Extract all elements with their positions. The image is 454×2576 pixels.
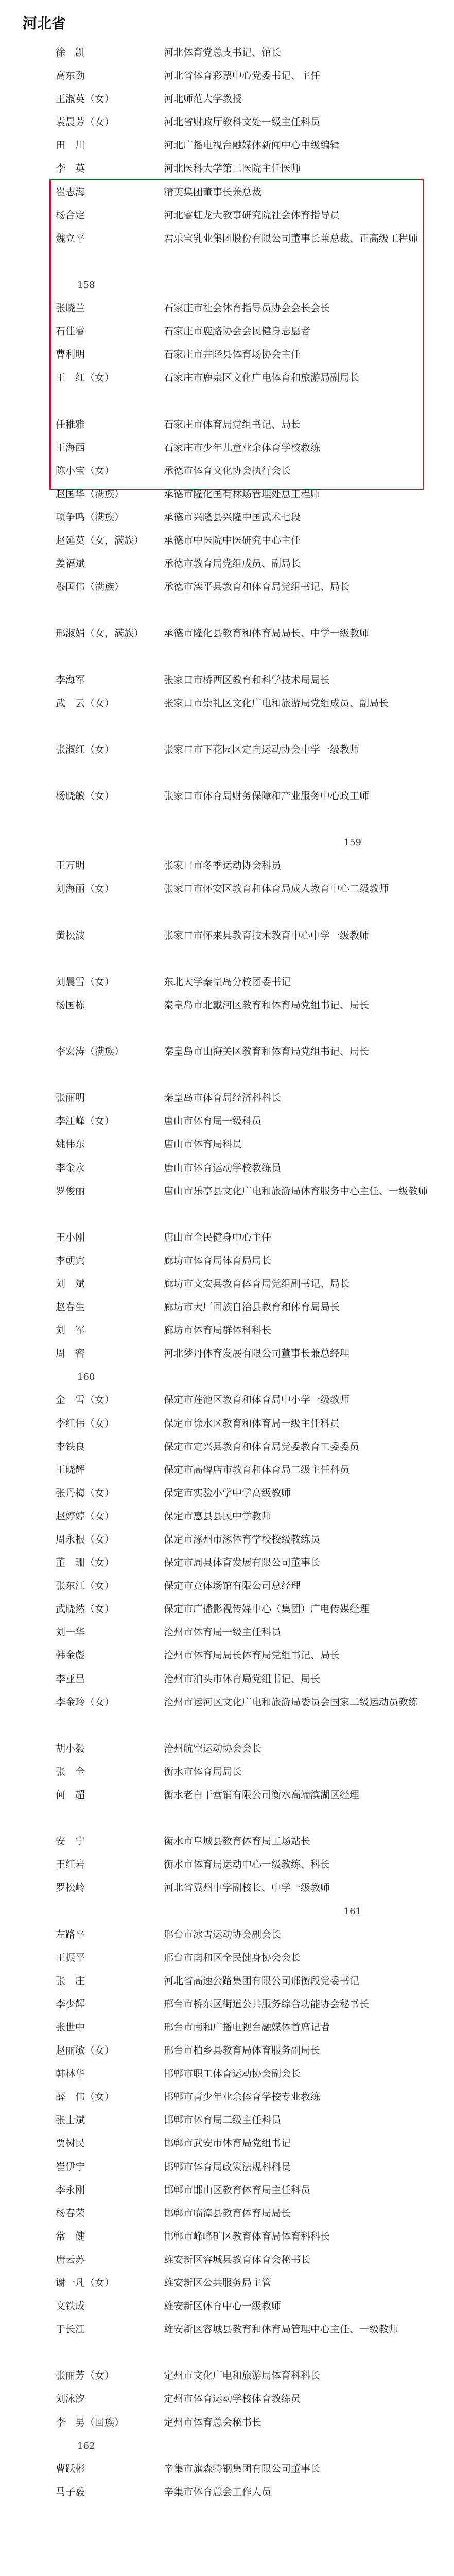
list-item — [0, 2156, 454, 2179]
honoree-name: 赵延英（女，满族） — [56, 534, 144, 546]
list-item — [0, 1644, 454, 1667]
honoree-title: 河北省体育彩票中心党委书记、主任 — [164, 70, 321, 82]
honoree-title: 邯郸市峰峰矿区教育体育局体育科科长 — [164, 2230, 330, 2242]
honoree-name: 刘海丽（女） — [56, 883, 115, 895]
list-item — [0, 1760, 454, 1784]
honoree-title: 张家口市怀来县教育技术教育中心中学一级教师 — [164, 929, 370, 941]
honoree-title: 廊坊市大厂回族自治县教育和体育局局长 — [164, 1301, 340, 1313]
list-item — [0, 877, 454, 924]
list-item — [0, 669, 454, 692]
honoree-title: 承德市滦平县教育和体育局党组书记、局长 — [164, 581, 350, 593]
list-item — [0, 1435, 454, 1459]
honoree-name: 赵丽敏（女） — [56, 2045, 115, 2057]
honoree-name: 金 雪（女） — [56, 1394, 115, 1406]
honoree-title: 雄安新区体育中心一级教师 — [164, 2300, 282, 2312]
honoree-name: 张晓兰 — [56, 302, 85, 314]
list-item — [0, 436, 454, 460]
honoree-title: 邯郸市邯山区教育体育局主任科员 — [164, 2184, 311, 2196]
list-item — [0, 2202, 454, 2225]
honoree-title: 石家庄市鹿泉区文化广电体育和旅游局副局长 — [164, 372, 360, 384]
honoree-title: 河北师范大学教授 — [164, 93, 242, 105]
list-item — [0, 64, 454, 88]
honoree-title: 石家庄市少年儿童业余体育学校教练 — [164, 442, 321, 453]
honoree-title: 秦皇岛市北戴河区教育和体育局党组书记、局长 — [164, 999, 370, 1011]
honoree-title: 唐山市全民健身中心主任 — [164, 1231, 272, 1243]
list-item — [0, 2225, 454, 2248]
list-item — [0, 2179, 454, 2202]
honoree-title: 保定市定兴县教育和体育局党委教育工委委员 — [164, 1440, 360, 1452]
honoree-name: 武 云（女） — [56, 697, 115, 709]
list-item — [0, 2387, 454, 2411]
list-item — [0, 552, 454, 575]
honoree-title: 石家庄市鹿路协会会民健身志愿者 — [164, 326, 311, 337]
honoree-title: 保定市竞体场馆有限公司总经理 — [164, 1580, 301, 1592]
honoree-name: 李金玲（女） — [56, 1696, 115, 1708]
honoree-title: 唐山市体育局科员 — [164, 1139, 242, 1150]
honoree-name: 王红岩 — [56, 1859, 85, 1871]
list-item — [0, 413, 454, 436]
list-item — [0, 2458, 454, 2481]
list-item — [0, 1110, 454, 1133]
honoree-title: 衡水市体育局运动中心一级教练、科长 — [164, 1859, 330, 1871]
list-item — [0, 1528, 454, 1551]
honoree-title: 保定市高碑店市教育和体育局二级主任科员 — [164, 1464, 350, 1476]
honoree-name: 杨春荣 — [56, 2207, 85, 2219]
honoree-name: 张东江（女） — [56, 1580, 115, 1592]
honoree-title: 唐山市乐亭县文化广电和旅游局体育服务中心主任、一级教师 — [164, 1185, 428, 1197]
honoree-name: 王淑英（女） — [56, 93, 115, 105]
honoree-title: 秦皇岛市山海关区教育和体育局党组书记、局长 — [164, 1046, 370, 1058]
honoree-title: 邢台市南和广播电视台融媒体首席记者 — [164, 2021, 330, 2033]
list-item — [0, 297, 454, 320]
list-item — [0, 1923, 454, 1946]
list-item — [0, 529, 454, 552]
honoree-name: 李少辉 — [56, 1998, 85, 2010]
list-item — [0, 227, 454, 274]
honoree-name: 赵婷婷（女） — [56, 1510, 115, 1522]
page-number: 160 — [77, 1371, 95, 1383]
honoree-title: 辛集市体育总会工作人员 — [164, 2486, 272, 2498]
list-item — [0, 2086, 454, 2109]
honoree-title: 保定市涿州市涿体育学校校级教练员 — [164, 1534, 321, 1545]
honoree-name: 杨晓敏（女） — [56, 790, 115, 802]
honoree-name: 张丹梅（女） — [56, 1487, 115, 1499]
honoree-name: 徐 凯 — [56, 47, 85, 58]
honoree-title: 保定市实验小学中学高级教师 — [164, 1487, 291, 1499]
honoree-title: 东北大学秦皇岛分校团委书记 — [164, 976, 291, 988]
page-number: 158 — [77, 279, 95, 291]
honoree-name: 安 宁 — [56, 1836, 85, 1848]
list-item — [0, 2295, 454, 2318]
honoree-title: 保定市莲池区教育和体育局中小学一级教师 — [164, 1394, 350, 1406]
list-item — [0, 994, 454, 1040]
honoree-title: 廊坊市体育局群体科科长 — [164, 1325, 272, 1336]
list-item — [0, 1993, 454, 2016]
honoree-name: 王小刚 — [56, 1231, 85, 1243]
honoree-name: 李亚昌 — [56, 1673, 85, 1685]
honoree-title: 河北省高速公路集团有限公司邢衡段党委书记 — [164, 1975, 360, 1987]
list-item — [0, 2109, 454, 2132]
honoree-title: 邯郸市体育局政策法规科科员 — [164, 2161, 291, 2173]
honoree-title: 承德市隆化国有林场管理处总工程师 — [164, 488, 321, 500]
honoree-title: 保定市广播影视传媒中心（集团）广电传媒经理 — [164, 1603, 370, 1615]
list-item — [0, 2411, 454, 2434]
honoree-name: 王振平 — [56, 1952, 85, 1963]
honoree-title: 承德市体育文化协会执行会长 — [164, 465, 291, 477]
honoree-name: 张淑红（女） — [56, 743, 115, 755]
honoree-title: 邢台市桥东区街道公共服务综合功能协会秘书长 — [164, 1998, 370, 2010]
list-item — [0, 575, 454, 622]
list-item — [0, 924, 454, 971]
honoree-title: 沧州航空运动协会会长 — [164, 1742, 262, 1754]
list-item — [0, 460, 454, 483]
list-item — [0, 366, 454, 413]
list-item — [0, 483, 454, 506]
honoree-title: 邯郸市临漳县教育体育局局长 — [164, 2207, 291, 2219]
honoree-title: 张家口市崇礼区文化广电和旅游局党组成员、副局长 — [164, 697, 389, 709]
honoree-title: 君乐宝乳业集团股份有限公司董事长兼总裁、正高级工程师 — [164, 232, 418, 244]
honoree-name: 高东劲 — [56, 70, 85, 82]
honoree-name: 李宏涛（满族） — [56, 1046, 125, 1058]
list-item — [0, 1970, 454, 1993]
list-item — [0, 2039, 454, 2062]
honoree-title: 沧州市泊头市体育局党组书记、局长 — [164, 1673, 321, 1685]
honoree-name: 韩林华 — [56, 2068, 85, 2080]
honoree-name: 黄松波 — [56, 929, 85, 941]
list-item — [0, 343, 454, 366]
honoree-name: 李海军 — [56, 674, 85, 686]
list-item — [0, 157, 454, 180]
honoree-title: 雄安新区容城县教育和体育局管理中心主任、一级教师 — [164, 2324, 399, 2335]
province-heading: 河北省 — [23, 15, 66, 32]
honoree-name: 赵国华（满族） — [56, 488, 125, 500]
honoree-name: 王海西 — [56, 442, 85, 453]
list-item — [0, 1459, 454, 1482]
honoree-name: 李永刚 — [56, 2184, 85, 2196]
honoree-name: 曹利明 — [56, 349, 85, 361]
list-item — [0, 2364, 454, 2387]
list-item — [0, 2248, 454, 2272]
honoree-title: 保定市徐水区教育和体育局一级主任科员 — [164, 1417, 340, 1429]
honoree-title: 邢台市冰雪运动协会副会长 — [164, 1928, 282, 1940]
honoree-title: 邯郸市职工体育运动协会副会长 — [164, 2068, 301, 2080]
honoree-name: 项争鸣（满族） — [56, 511, 125, 523]
honoree-name: 李 英 — [56, 163, 85, 175]
list-item — [0, 2062, 454, 2086]
honoree-title: 河北睿虹龙大教事研究院社会体育指导员 — [164, 209, 340, 221]
list-item — [0, 1551, 454, 1574]
honoree-title: 张家口市冬季运动协会科员 — [164, 860, 282, 872]
list-item — [0, 204, 454, 227]
list-item — [0, 785, 454, 831]
page-number-marker — [0, 2434, 454, 2458]
honoree-title: 邯郸市青少年业余体育学校专业教练 — [164, 2091, 321, 2103]
list-item — [0, 41, 454, 64]
honoree-name: 周永根（女） — [56, 1534, 115, 1545]
honoree-name: 李红伟（女） — [56, 1417, 115, 1429]
page-number: 162 — [77, 2440, 95, 2451]
honoree-name: 张士斌 — [56, 2114, 85, 2126]
honoree-title: 河北医科大学第二医院主任医师 — [164, 163, 301, 175]
list-item — [0, 854, 454, 877]
list-item — [0, 1296, 454, 1319]
honoree-title: 承德市兴隆县兴隆中国武术七段 — [164, 511, 301, 523]
list-item — [0, 111, 454, 134]
list-item — [0, 1273, 454, 1296]
honoree-name: 武晓然（女） — [56, 1603, 115, 1615]
honoree-title: 石家庄市社会体育指导员协会会长会长 — [164, 302, 330, 314]
list-item — [0, 1946, 454, 1970]
honoree-title: 邢台市柏乡县教育局体育服务副局长 — [164, 2045, 321, 2057]
honoree-name: 李金永 — [56, 1162, 85, 1174]
honoree-name: 张世中 — [56, 2021, 85, 2033]
honoree-title: 石家庄市体育局党组书记、局长 — [164, 418, 301, 430]
honoree-title: 衡水市体育局局长 — [164, 1766, 242, 1777]
page-number-marker — [0, 1900, 454, 1923]
list-item — [0, 1412, 454, 1435]
list-item — [0, 1737, 454, 1760]
honoree-name: 崔志海 — [56, 186, 85, 198]
honoree-title: 邯郸市武安市体育局党组书记 — [164, 2138, 291, 2149]
honoree-title: 秦皇岛市体育局经济科科长 — [164, 1092, 282, 1104]
honoree-name: 刘 斌 — [56, 1278, 85, 1290]
list-item — [0, 1342, 454, 1365]
honoree-title: 保定市周县体育发展有限公司董事长 — [164, 1557, 321, 1569]
honoree-title: 廊坊市文安县教育体育局党组副书记、局长 — [164, 1278, 350, 1290]
honoree-title: 沧州市运河区文化广电和旅游局委员会国家二级运动员教练 — [164, 1696, 418, 1708]
honoree-title: 定州市体育运动学校体育教练员 — [164, 2393, 301, 2405]
honoree-title: 承德市隆化县教育和体育局局长、中学一级教师 — [164, 628, 370, 639]
list-item — [0, 1830, 454, 1853]
list-item — [0, 1621, 454, 1644]
honoree-title: 衡水市阜城县教育体育局工场站长 — [164, 1836, 311, 1848]
honoree-title: 廊坊市体育局体育局局长 — [164, 1255, 272, 1266]
honoree-title: 唐山市体育局一级科员 — [164, 1115, 262, 1127]
honoree-name: 谢一凡（女） — [56, 2277, 115, 2289]
honoree-title: 沧州市体育局局长体育局党组书记、局长 — [164, 1650, 340, 1662]
honoree-name: 张 庄 — [56, 1975, 85, 1987]
honoree-title: 邢台市南和区全民健身协会会长 — [164, 1952, 301, 1963]
honoree-name: 常 健 — [56, 2230, 85, 2242]
honoree-name: 周 密 — [56, 1348, 85, 1360]
list-item — [0, 1482, 454, 1505]
honoree-title: 定州市文化广电和旅游局体育科科长 — [164, 2370, 321, 2382]
honoree-title: 衡水老白干营销有限公司衡水高端滨湖区经理 — [164, 1789, 360, 1801]
honoree-name: 唐云苏 — [56, 2253, 85, 2265]
list-item — [0, 1691, 454, 1737]
list-item — [0, 1087, 454, 1110]
list-item — [0, 2016, 454, 2039]
honoree-name: 李朝宾 — [56, 1255, 85, 1266]
honoree-name: 刘晨雪（女） — [56, 976, 115, 988]
honoree-title: 河北省冀州中学副校长、中学一级教师 — [164, 1882, 330, 1894]
list-item — [0, 1388, 454, 1412]
list-item — [0, 1133, 454, 1156]
list-item — [0, 1157, 454, 1180]
honoree-name: 张 全 — [56, 1766, 85, 1777]
honoree-title: 沧州市体育局一级主任科员 — [164, 1626, 282, 1638]
honoree-title: 张家口市体育局财务保障和产业服务中心政工师 — [164, 790, 370, 802]
honoree-name: 姚伟东 — [56, 1139, 85, 1150]
page-number-marker — [0, 831, 454, 854]
honoree-name: 邢淑娟（女，满族） — [56, 628, 144, 639]
honoree-name: 张丽明 — [56, 1092, 85, 1104]
list-item — [0, 506, 454, 529]
honoree-name: 董 珊（女） — [56, 1557, 115, 1569]
honoree-title: 唐山市体育运动学校教练员 — [164, 1162, 282, 1174]
honoree-title: 张家口市桥西区教育和科学技术局局长 — [164, 674, 330, 686]
honoree-title: 承德市中医院中医研究中心主任 — [164, 534, 301, 546]
honoree-title: 雄安新区公共服务局主管 — [164, 2277, 272, 2289]
honoree-title: 辛集市旗森特钢集团有限公司董事长 — [164, 2463, 321, 2475]
honoree-name: 张丽芳（女） — [56, 2370, 115, 2382]
list-item — [0, 320, 454, 343]
honoree-name: 胡小毅 — [56, 1742, 85, 1754]
list-item — [0, 1876, 454, 1900]
honoree-name: 李铁良 — [56, 1440, 85, 1452]
honoree-name: 刘一华 — [56, 1626, 85, 1638]
honoree-name: 文铁成 — [56, 2300, 85, 2312]
list-item — [0, 1180, 454, 1226]
list-item — [0, 622, 454, 668]
honoree-name: 穆国伟（满族） — [56, 581, 125, 593]
list-item — [0, 2272, 454, 2295]
honoree-name: 何 超 — [56, 1789, 85, 1801]
honoree-title: 石家庄市井陉县体育场协会主任 — [164, 349, 301, 361]
list-item — [0, 971, 454, 994]
honoree-title: 河北广播电视台融媒体新闻中心中级编辑 — [164, 140, 340, 151]
list-item — [0, 738, 454, 785]
honoree-name: 马子毅 — [56, 2486, 85, 2498]
honoree-title: 雄安新区容城县教育体育会秘书长 — [164, 2253, 311, 2265]
list-item — [0, 1319, 454, 1342]
list-item — [0, 1784, 454, 1830]
honoree-name: 王晓辉 — [56, 1464, 85, 1476]
page-number-marker — [0, 274, 454, 297]
honoree-name: 罗松岭 — [56, 1882, 85, 1894]
honoree-name: 李江峰（女） — [56, 1115, 115, 1127]
honoree-title: 承德市教育局党组成员、副局长 — [164, 558, 301, 570]
honoree-name: 于长江 — [56, 2324, 85, 2335]
list-item — [0, 181, 454, 204]
honoree-name: 王 红（女） — [56, 372, 115, 384]
honoree-name: 崔伊宁 — [56, 2161, 85, 2173]
honoree-name: 任稚雅 — [56, 418, 85, 430]
honoree-title: 邯郸市体育局二级主任科员 — [164, 2114, 282, 2126]
honoree-title: 河北体育党总支书记、馆长 — [164, 47, 282, 58]
honoree-name: 薛 伟（女） — [56, 2091, 115, 2103]
list-item — [0, 1505, 454, 1528]
honoree-name: 杨国栋 — [56, 999, 85, 1011]
list-item — [0, 1249, 454, 1273]
page-number: 161 — [343, 1906, 361, 1917]
list-item — [0, 1574, 454, 1598]
list-item — [0, 134, 454, 157]
list-item — [0, 692, 454, 738]
honoree-name: 王万明 — [56, 860, 85, 872]
honoree-title: 定州市体育总会秘书长 — [164, 2416, 262, 2428]
honoree-name: 田 川 — [56, 140, 85, 151]
honoree-name: 韩金彪 — [56, 1650, 85, 1662]
honoree-title: 保定市惠县县民中学教师 — [164, 1510, 272, 1522]
page-number: 159 — [343, 837, 361, 849]
honoree-name: 赵春生 — [56, 1301, 85, 1313]
honoree-title: 河北梦丹体育发展有限公司董事长兼总经理 — [164, 1348, 350, 1360]
honoree-title: 精英集团董事长兼总裁 — [164, 186, 262, 198]
list-item — [0, 2318, 454, 2364]
honoree-name: 魏立平 — [56, 232, 85, 244]
honoree-name: 左路平 — [56, 1928, 85, 1940]
list-item — [0, 1668, 454, 1691]
list-item — [0, 1040, 454, 1087]
honoree-name: 石佳睿 — [56, 326, 85, 337]
honoree-title: 张家口市下花园区定向运动协会中学一级教师 — [164, 743, 360, 755]
honoree-name: 杨合定 — [56, 209, 85, 221]
list-item — [0, 1226, 454, 1249]
honoree-name: 贾树民 — [56, 2138, 85, 2149]
list-item — [0, 1853, 454, 1876]
honoree-title: 张家口市怀安区教育和体育局成人教育中心二级教师 — [164, 883, 389, 895]
honoree-title: 河北省财政厅教科文处一级主任科员 — [164, 116, 321, 128]
list-item — [0, 2481, 454, 2504]
honoree-list — [0, 41, 454, 2504]
honoree-name: 李 男（回族） — [56, 2416, 125, 2428]
honoree-name: 曹跃彬 — [56, 2463, 85, 2475]
honoree-name: 陈小宝（女） — [56, 465, 115, 477]
page-number-marker — [0, 1365, 454, 1388]
list-item — [0, 88, 454, 111]
honoree-name: 刘泳汐 — [56, 2393, 85, 2405]
list-item — [0, 1598, 454, 1621]
honoree-name: 袁晨芳（女） — [56, 116, 115, 128]
honoree-name: 罗俊丽 — [56, 1185, 85, 1197]
list-item — [0, 2132, 454, 2155]
honoree-name: 姜福斌 — [56, 558, 85, 570]
honoree-name: 刘 军 — [56, 1325, 85, 1336]
